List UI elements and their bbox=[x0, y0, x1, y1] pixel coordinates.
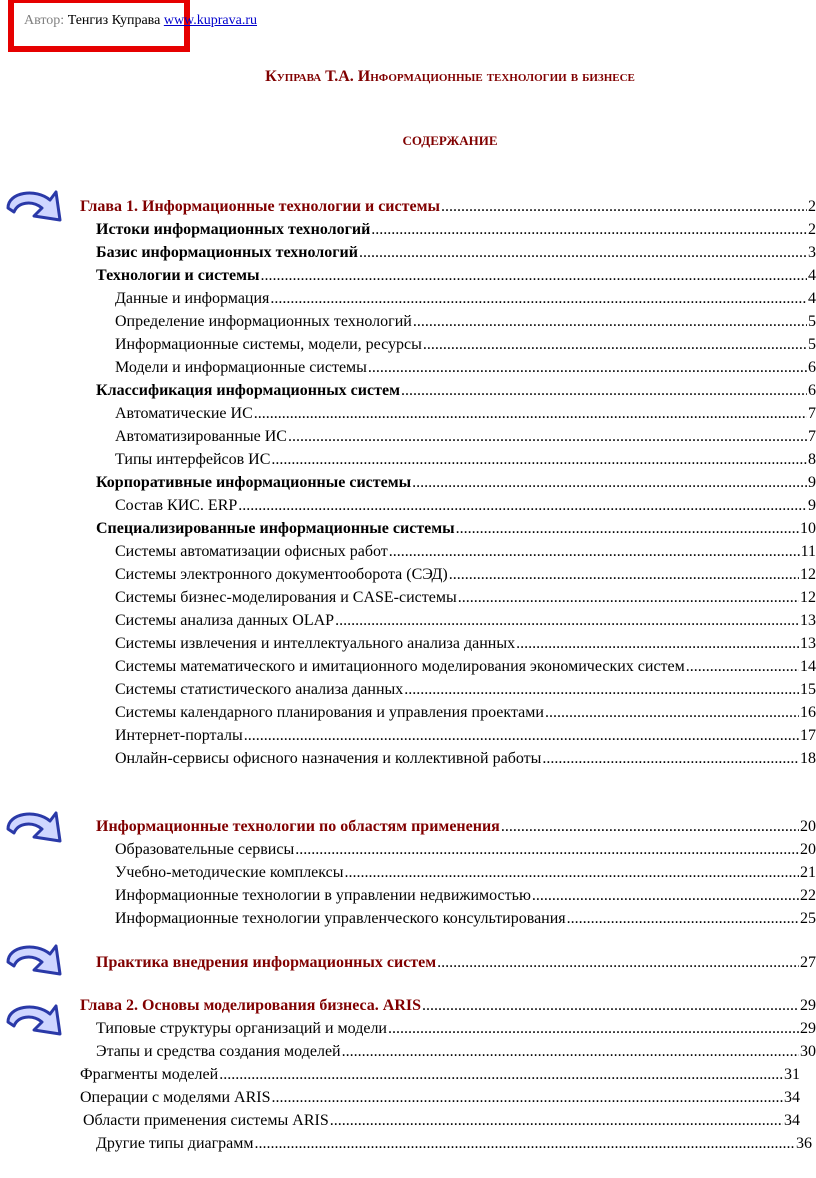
curved-arrow-icon bbox=[2, 936, 66, 982]
toc-entry[interactable]: Системы статистического анализа данных ..... 15 bbox=[115, 679, 816, 701]
toc-entry[interactable]: Информационные технологии в управлении недвижимостью ..... 22 bbox=[115, 885, 816, 907]
curved-arrow-icon bbox=[2, 803, 66, 849]
toc-entry[interactable]: Системы извлечения и интеллектуального анализа данных ..... 13 bbox=[115, 633, 816, 655]
toc-entry[interactable]: Состав КИС. ERP ..... 9 bbox=[115, 495, 816, 517]
toc-entry[interactable]: Специализированные информационные системы ..... 10 bbox=[96, 518, 816, 540]
toc-entry[interactable]: Определение информационных технологий ..... 5 bbox=[115, 311, 816, 333]
toc-entry[interactable]: Фрагменты моделей ..... 31 bbox=[80, 1064, 800, 1086]
document-title: Куправа Т.А. Информационные технологии в бизнесе bbox=[265, 68, 635, 85]
author-label: Автор: bbox=[24, 13, 65, 28]
toc-entry[interactable]: Типовые структуры организаций и модели ..... 29 bbox=[96, 1018, 816, 1040]
toc-entry[interactable]: Типы интерфейсов ИС ..... 8 bbox=[115, 449, 816, 471]
toc-entry[interactable]: Модели и информационные системы ..... 6 bbox=[115, 357, 816, 379]
toc-entry[interactable]: Системы математического и имитационного моделирования экономических систем ..... 14 bbox=[115, 656, 816, 678]
toc-entry[interactable]: Онлайн-сервисы офисного назначения и коллективной работы ..... 18 bbox=[115, 748, 816, 770]
toc-entry[interactable]: Глава 1. Информационные технологии и системы ..... 2 bbox=[80, 196, 816, 218]
toc-entry[interactable]: Этапы и средства создания моделей ..... 30 bbox=[96, 1041, 816, 1063]
curved-arrow-icon bbox=[2, 996, 66, 1042]
toc-entry[interactable]: Системы анализа данных OLAP ..... 13 bbox=[115, 610, 816, 632]
toc-entry[interactable]: Информационные системы, модели, ресурсы ..... 5 bbox=[115, 334, 816, 356]
curved-arrow-icon bbox=[2, 182, 66, 228]
author-link[interactable]: www.kuprava.ru bbox=[163, 13, 258, 28]
toc-entry[interactable]: Автоматизированные ИС ..... 7 bbox=[115, 426, 816, 448]
toc-entry[interactable]: Области применения системы ARIS ..... 34 bbox=[83, 1110, 800, 1132]
toc-entry[interactable]: Корпоративные информационные системы ..... 9 bbox=[96, 472, 816, 494]
author-name: Тенгиз Куправа bbox=[67, 13, 161, 28]
toc-entry[interactable]: Данные и информация ..... 4 bbox=[115, 288, 816, 310]
toc-entry[interactable]: Системы календарного планирования и управления проектами ..... 16 bbox=[115, 702, 816, 724]
toc-entry[interactable]: Образовательные сервисы ..... 20 bbox=[115, 839, 816, 861]
toc-entry[interactable]: Информационные технологии по областям применения ..... 20 bbox=[96, 816, 816, 838]
toc-entry[interactable]: Технологии и системы ..... 4 bbox=[96, 265, 816, 287]
contents-heading: СОДЕРЖАНИЕ bbox=[402, 133, 498, 148]
toc-entry[interactable]: Глава 2. Основы моделирования бизнеса. ARIS ..... 29 bbox=[80, 995, 816, 1017]
toc-entry[interactable]: Автоматические ИС ..... 7 bbox=[115, 403, 816, 425]
toc-entry[interactable]: Интернет-порталы ..... 17 bbox=[115, 725, 816, 747]
toc-entry[interactable]: Учебно-методические комплексы ..... 21 bbox=[115, 862, 816, 884]
author-line bbox=[24, 13, 257, 29]
toc-entry[interactable]: Системы автоматизации офисных работ ..... 11 bbox=[115, 541, 816, 563]
toc-entry[interactable]: Системы электронного документооборота (СЭД) ..... 12 bbox=[115, 564, 816, 586]
toc-entry[interactable]: Другие типы диаграмм ..... 36 bbox=[96, 1133, 812, 1155]
toc-entry[interactable]: Базис информационных технологий ..... 3 bbox=[96, 242, 816, 264]
toc-entry[interactable]: Системы бизнес-моделирования и CASE-системы ..... 12 bbox=[115, 587, 816, 609]
toc-entry[interactable]: Истоки информационных технологий ..... 2 bbox=[96, 219, 816, 241]
toc-entry[interactable]: Классификация информационных систем ..... 6 bbox=[96, 380, 816, 402]
toc-entry[interactable]: Операции с моделями ARIS ..... 34 bbox=[80, 1087, 800, 1109]
toc-entry[interactable]: Информационные технологии управленческого консультирования ..... 25 bbox=[115, 908, 816, 930]
toc-entry[interactable]: Практика внедрения информационных систем ..... 27 bbox=[96, 952, 816, 974]
